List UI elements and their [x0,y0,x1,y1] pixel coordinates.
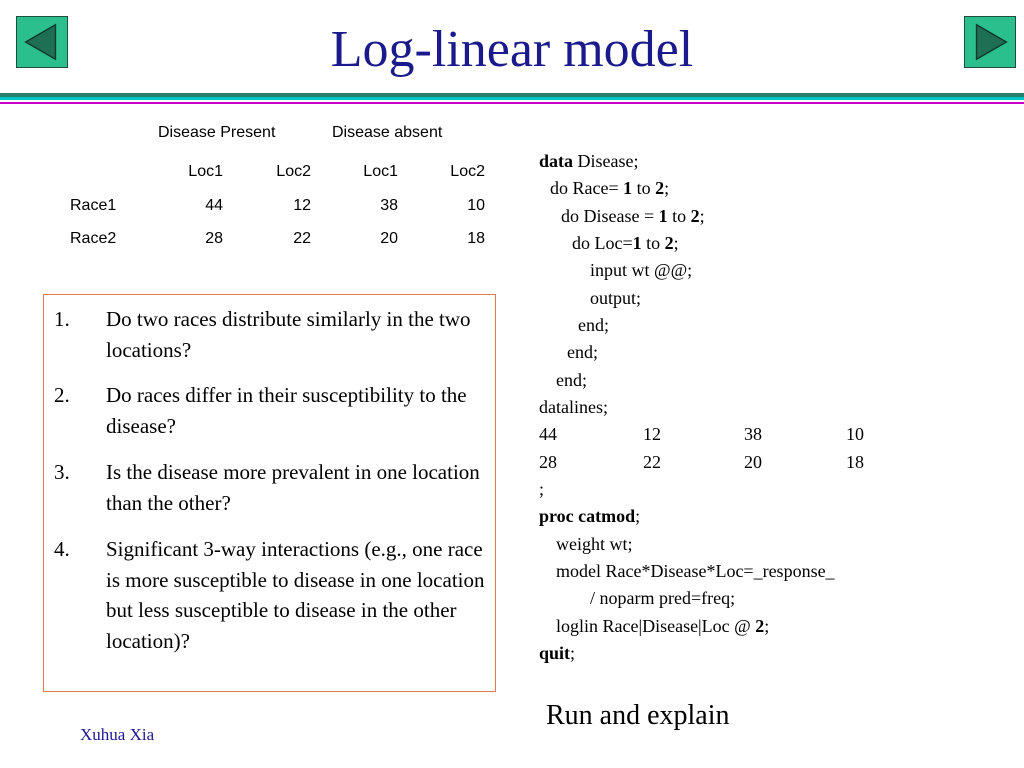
group-header: Disease absent [332,124,443,141]
data-value: 12 [643,424,661,444]
question-number: 4. [54,537,70,561]
code-line: output; [590,288,642,308]
data-value: 28 [539,452,557,472]
code-line: / noparm pred=freq; [590,588,736,608]
table-cell: 10 [467,197,485,214]
question-number: 1. [54,307,70,331]
code-line: end; [556,370,587,390]
column-header: Loc1 [363,163,398,180]
code-line: do Disease = 1 to 2; [561,206,705,226]
code-line: datalines; [539,397,608,417]
code-line: ; [539,479,545,499]
table-cell: 28 [205,230,223,247]
column-header: Loc2 [276,163,311,180]
question-text: Significant 3-way interactions (e.g., one race is more susceptible to disease in one location but less susceptible to disease in the other location)? [106,537,485,653]
data-value: 18 [846,452,864,472]
question-number: 3. [54,460,70,484]
row-label: Race2 [70,230,117,247]
code-line: loglin Race|Disease|Loc @ 2; [556,616,770,636]
column-header: Loc2 [450,163,485,180]
data-value: 22 [643,452,661,472]
code-line: end; [578,315,609,335]
run-and-explain-text: Run and explain [546,700,730,731]
table-cell: 38 [380,197,398,214]
group-header: Disease Present [158,124,276,141]
slide-title: Log-linear model [330,21,694,78]
code-line: proc catmod; [539,506,641,526]
data-value: 44 [539,424,557,444]
data-value: 20 [744,452,762,472]
table-cell: 44 [205,197,223,214]
table-cell: 12 [293,197,311,214]
row-label: Race1 [70,197,117,214]
code-line: weight wt; [556,534,633,554]
code-line: do Race= 1 to 2; [550,178,670,198]
code-line: end; [567,342,598,362]
code-line: quit; [539,643,576,663]
data-value: 10 [846,424,864,444]
table-cell: 20 [380,230,398,247]
code-line: model Race*Disease*Loc=_response_ [556,561,835,581]
contingency-table [0,0,520,260]
table-cell: 22 [293,230,311,247]
questions-box [43,294,496,692]
author-footer: Xuhua Xia [80,725,155,744]
question-text: Do races differ in their susceptibility to the disease? [106,383,467,438]
question-number: 2. [54,383,70,407]
code-line: data Disease; [539,151,639,171]
code-line: do Loc=1 to 2; [572,233,679,253]
code-line: input wt @@; [590,260,693,280]
table-cell: 18 [467,230,485,247]
question-text: Is the disease more prevalent in one location than the other? [106,460,480,515]
data-value: 38 [744,424,762,444]
question-text: Do two races distribute similarly in the two locations? [106,307,471,362]
sas-code-block [539,148,959,678]
column-header: Loc1 [188,163,223,180]
